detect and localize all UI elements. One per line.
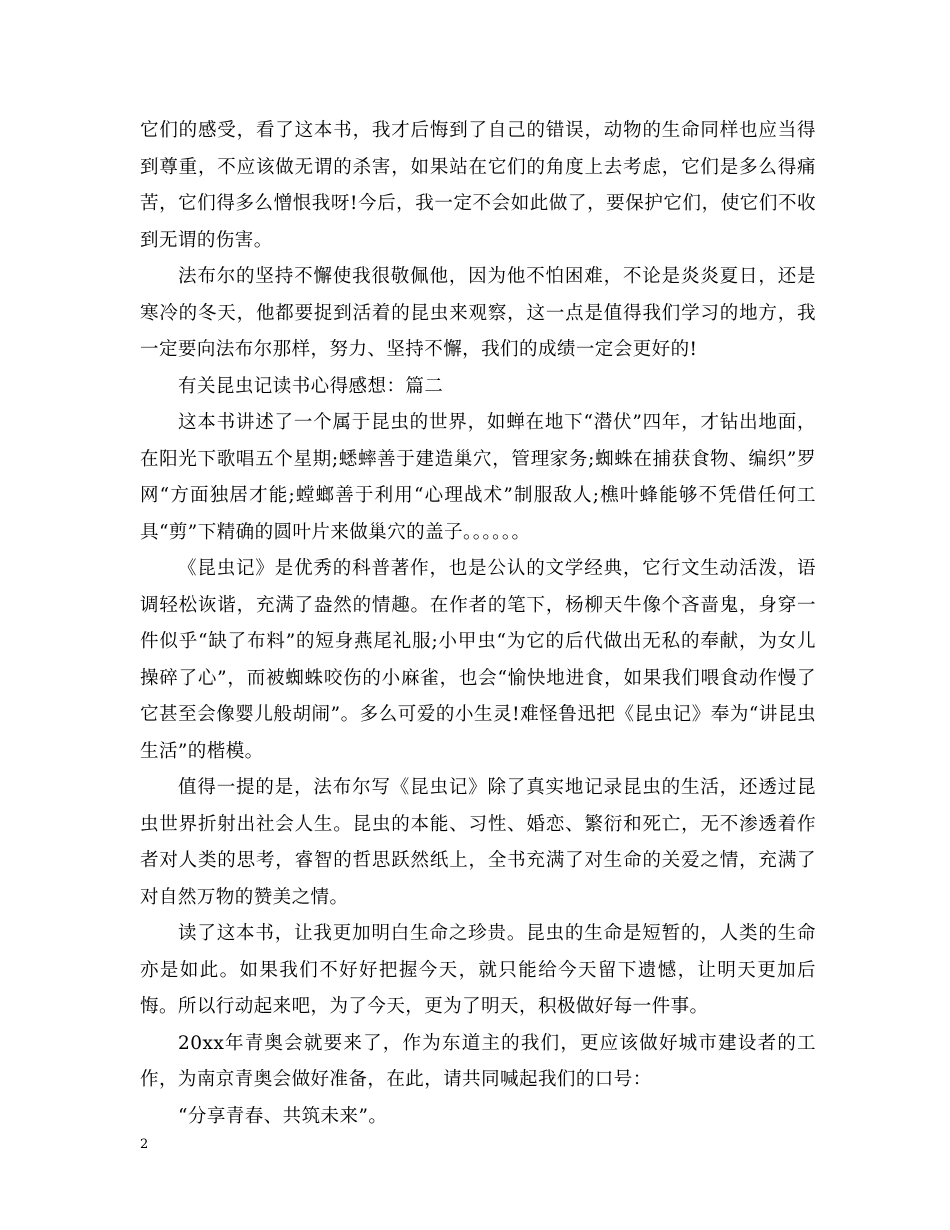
paragraph-value-of-life: 读了这本书，让我更加明白生命之珍贵。昆虫的生命是短暂的，人类的生命亦是如此。如果我们不好好把握今天，就只能给今天留下遗憾，让明天更加后悔。所以行动起来吧，为了今天，更为了明天，积极做好每一件事。 xyxy=(140,923,816,1017)
paragraph-social-reflection: 值得一提的是，法布尔写《昆虫记》除了真实地记录昆虫的生活，还透过昆虫世界折射出社会人生。昆虫的本能、习性、婚恋、繁衍和死亡，无不渗透着作者对人类的思考，睿智的哲思跃然纸上，全书充满了对生命的关爱之情，充满了对自然万物的赞美之情。 xyxy=(140,777,816,908)
paragraph-literary-classic: 《昆虫记》是优秀的科普著作，也是公认的文学经典，它行文生动活泼，语调轻松诙谐，充满了盎然的情趣。在作者的笔下，杨柳天牛像个吝啬鬼，身穿一件似乎“缺了布料”的短身燕尾礼服;小甲虫“为它的后代做出无私的奉献，为女儿操碎了心”，而被蜘蛛咬伤的小麻雀，也会“愉快地进食，如果我们喂食动作慢了它甚至会像婴儿般胡闹”。多么可爱的小生灵!难怪鲁迅把《昆虫记》奉为“讲昆虫生活”的楷模。 xyxy=(140,558,816,762)
paragraph-youth-olympics: 20xx年青奥会就要来了，作为东道主的我们，更应该做好城市建设者的工作，为南京青奥会做好准备，在此，请共同喊起我们的口号： xyxy=(140,1032,816,1090)
page-number: 2 xyxy=(140,1137,149,1152)
paragraph-slogan: “分享青春、共筑未来”。 xyxy=(178,1105,388,1127)
paragraph-insect-world: 这本书讲述了一个属于昆虫的世界，如蝉在地下“潜伏”四年，才钻出地面，在阳光下歌唱五个星期;蟋蟀善于建造巢穴，管理家务;蜘蛛在捕获食物、编织”罗网“方面独居才能;螳螂善于利用“心理战术”制服敌人;樵叶蜂能够不凭借任何工具“剪”下精确的圆叶片来做巢穴的盖子。。。。。。 xyxy=(140,412,816,543)
paragraph-continued-feelings: 它们的感受，看了这本书，我才后悔到了自己的错误，动物的生命同样也应当得到尊重，不应该做无谓的杀害，如果站在它们的角度上去考虑，它们是多么得痛苦，它们得多么憎恨我呀!今后，我一定不会如此做了，要保护它们，使它们不收到无谓的伤害。 xyxy=(140,120,816,251)
section-heading: 有关昆虫记读书心得感想：篇二 xyxy=(178,375,444,397)
paragraph-perseverance: 法布尔的坚持不懈使我很敬佩他，因为他不怕困难，不论是炎炎夏日，还是寒冷的冬天，他都要捉到活着的昆虫来观察，这一点是值得我们学习的地方，我一定要向法布尔那样，努力、坚持不懈，我们的成绩一定会更好的! xyxy=(140,266,816,360)
document-body xyxy=(140,113,816,1135)
